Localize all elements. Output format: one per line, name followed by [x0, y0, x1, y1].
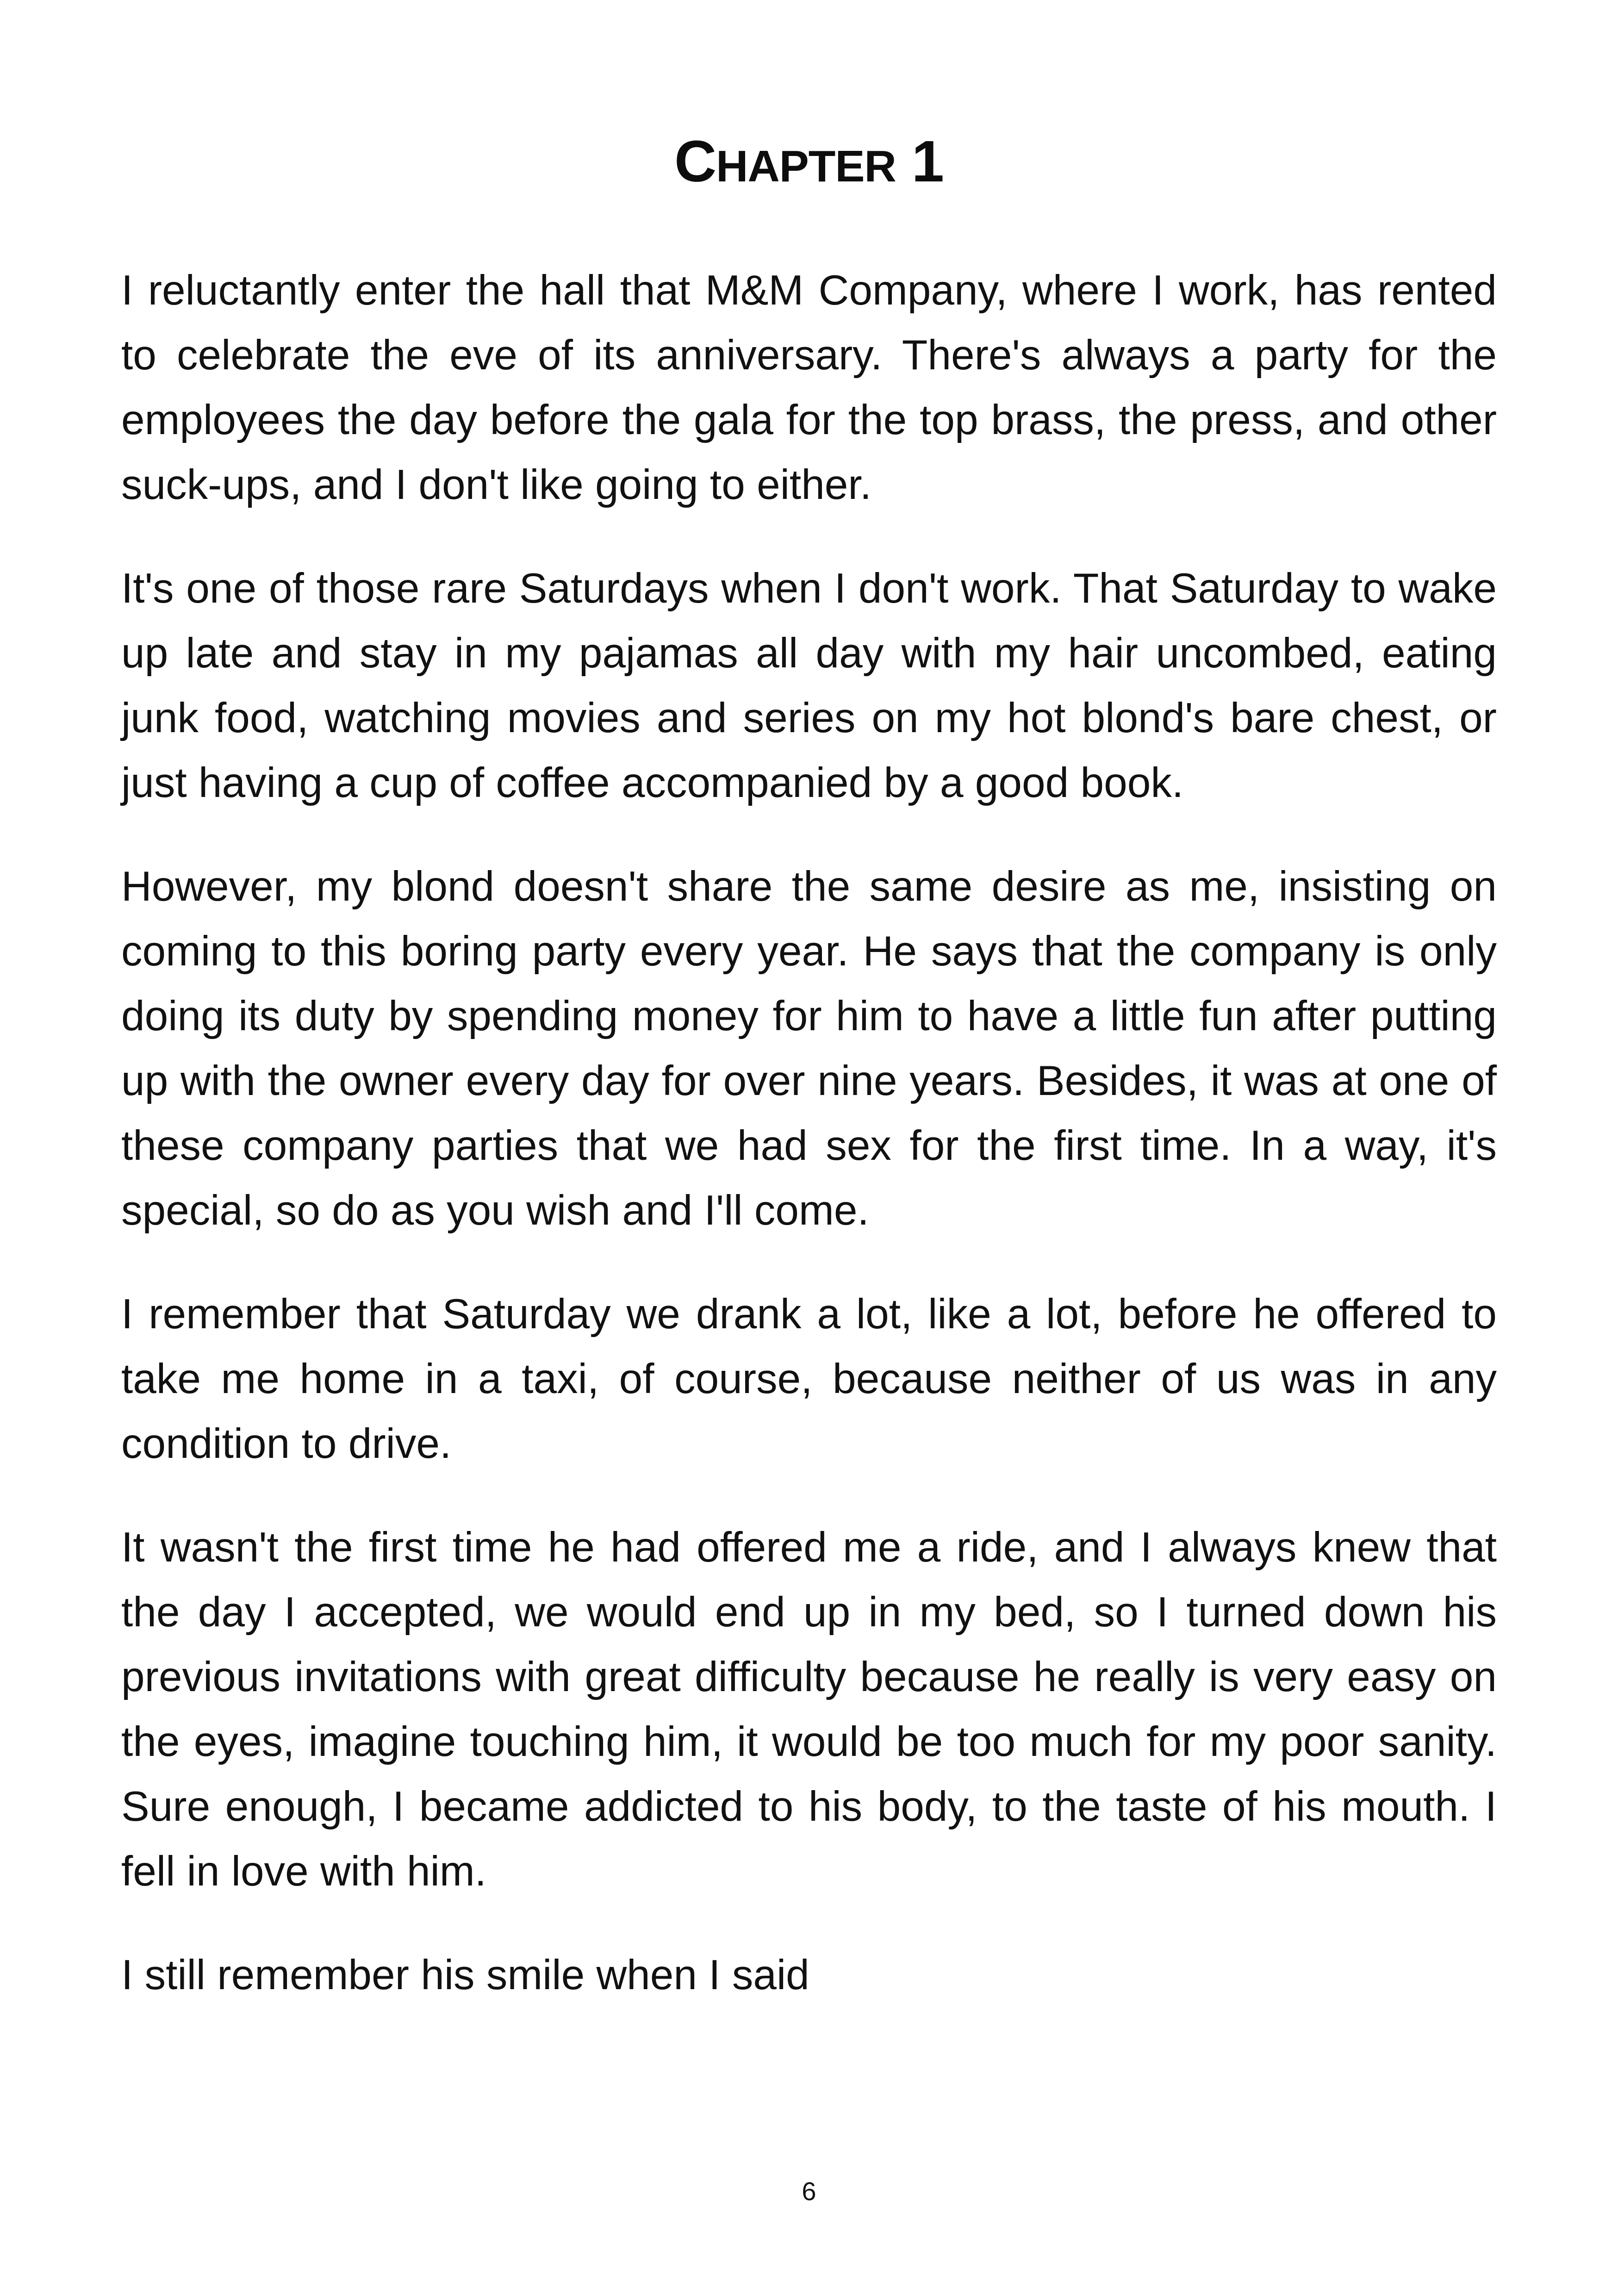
paragraph: It wasn't the first time he had offered me a ride, and I always knew that the day I accepted, we would end up in my bed, so I turned down his previous invitations with great difficulty because he really is very easy on the eyes, imagine touching him, it would be too much for my poor sanity. Sure enough, I became addicted to his body, to the taste of his mouth. I fell in love with him.: [121, 1524, 1497, 1895]
paragraph: It's one of those rare Saturdays when I don't work. That Saturday to wake up late and stay in my pajamas all day with my hair uncombed, eating junk food, watching movies and series on my hot blond's bare chest, or just having a cup of coffee accompanied by a good book.: [121, 565, 1497, 806]
paragraph: I reluctantly enter the hall that M&M Company, where I work, has rented to celebrate the eve of its anniversary. There's always a party for the employees the day before the gala for the top brass, the press, and other suck-ups, and I don't like going to either.: [121, 267, 1497, 508]
paragraph: I remember that Saturday we drank a lot, like a lot, before he offered to take me home in a taxi, of course, because neither of us was in any condition to drive.: [121, 1291, 1497, 1467]
page-number: 6: [802, 2177, 816, 2206]
chapter-title-rest: HAPTER: [716, 142, 896, 192]
paragraph: However, my blond doesn't share the same desire as me, insisting on coming to this boring party every year. He says that the company is only doing its duty by spending money for him to have a little fun after putting up with the owner every day for over nine years. Besides, it was at one of these company parties that we had sex for the first time. In a way, it's special, so do as you wish and I'll come.: [121, 863, 1497, 1234]
chapter-number: 1: [911, 129, 944, 194]
paragraph: I still remember his smile when I said: [121, 1952, 809, 1998]
chapter-title-initial: C: [674, 129, 716, 194]
chapter-title: [0, 127, 1618, 201]
chapter-body: [121, 258, 1497, 2047]
